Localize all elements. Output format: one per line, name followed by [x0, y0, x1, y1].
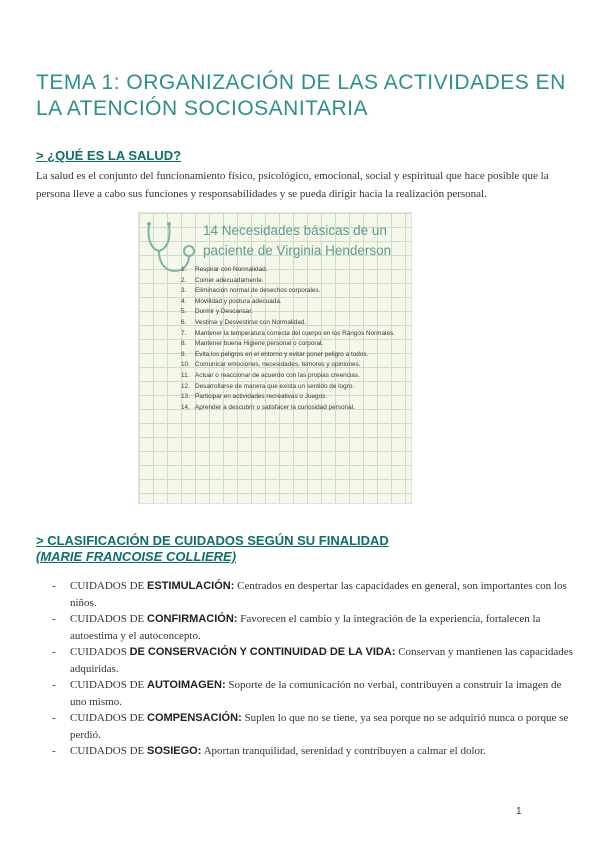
need-item — [181, 371, 406, 382]
cuidados-list — [36, 578, 576, 760]
need-number: 4. — [181, 297, 187, 305]
cuidado-prefix: CUIDADOS — [70, 646, 130, 658]
cuidado-prefix: CUIDADOS DE — [70, 613, 147, 625]
need-text: Respirar con Normalidad. — [195, 266, 268, 273]
page-number: 1 — [516, 806, 522, 817]
need-number: 13. — [181, 393, 190, 401]
bullet-dash: - — [52, 745, 56, 757]
need-text: Movilidad y postura adecuada. — [195, 297, 282, 305]
need-number: 8. — [181, 340, 187, 348]
henderson-needs-figure — [138, 212, 412, 504]
page-title: TEMA 1: ORGANIZACIÓN DE LAS ACTIVIDADES EN LA ATENCIÓN SOCIOSANITARIA — [36, 71, 566, 120]
cuidado-prefix: CUIDADOS DE — [70, 679, 147, 691]
cuidado-item — [36, 644, 576, 677]
need-number: 12. — [181, 382, 190, 390]
cuidado-term: COMPENSACIÓN — [147, 712, 239, 724]
cuidado-prefix: CUIDADOS DE — [70, 580, 147, 592]
cuidado-sep: : — [238, 712, 242, 724]
cuidado-item — [36, 578, 576, 611]
cuidado-desc: Aportan tranquilidad, serenidad y contribuyen a calmar el dolor. — [201, 745, 486, 757]
need-text: Comunicar emociones, necesidades, temores y opiniones. — [195, 361, 361, 369]
need-text: Dormir y Descansar. — [195, 308, 253, 316]
need-text: Participar en actividades recreativas o Juegos. — [195, 393, 328, 401]
cuidado-desc: Favorecen el cambio y la integración de la experiencia, fortalecen la autoestima y el autoconcepto. — [70, 613, 541, 642]
need-item — [181, 307, 406, 318]
need-number: 10. — [181, 361, 190, 369]
cuidado-item — [36, 710, 576, 743]
need-text: Comer adecuadamente. — [195, 276, 264, 284]
need-item — [181, 392, 406, 403]
need-item — [181, 382, 406, 393]
cuidado-term: CONFIRMACIÓN — [147, 613, 234, 625]
cuidado-sep: : — [197, 745, 202, 757]
section-subheading-colliere: (MARIE FRANCOISE COLLIERE) — [36, 549, 237, 564]
need-item — [181, 286, 406, 297]
salud-paragraph: La salud es el conjunto del funcionamiento físico, psicológico, emocional, social y espiritual que hace posible que la persona lleve a cabo sus funciones y responsabilidades y se pueda dirigir hacia la realización personal. — [36, 170, 549, 200]
need-text: Actuar o reaccionar de acuerdo con las propias creencias. — [195, 371, 360, 379]
need-item — [181, 265, 406, 276]
need-text: Evita los peligros en el entorno y evitar poner peligro a todos. — [195, 350, 369, 358]
need-number: 14. — [181, 403, 190, 411]
need-item — [181, 403, 406, 414]
cuidado-sep: : — [221, 679, 226, 691]
cuidado-desc: Soporte de la comunicación no verbal, contribuyen a construir la imagen de uno mismo. — [70, 679, 562, 708]
cuidado-prefix: CUIDADOS DE — [70, 712, 147, 724]
cuidado-desc: Suplen lo que no se tiene, ya sea porque no se adquirió nunca o porque se perdió. — [70, 712, 569, 741]
bullet-dash: - — [52, 580, 56, 592]
cuidado-sep: : — [230, 580, 235, 592]
section-heading-clasificacion: > CLASIFICACIÓN DE CUIDADOS SEGÚN SU FINALIDAD — [36, 533, 389, 548]
need-number: 5. — [181, 308, 187, 316]
bullet-dash: - — [52, 613, 56, 625]
need-item — [181, 360, 406, 371]
cuidado-sep: : — [233, 613, 238, 625]
need-text: Vestirse y Desvestirse con Normalidad. — [195, 318, 307, 326]
cuidado-sep: : — [391, 646, 396, 658]
bullet-dash: - — [52, 679, 56, 691]
figure-title: 14 Necesidades básicas de un paciente de Virginia Henderson — [203, 223, 392, 258]
section-heading-salud: > ¿QUÉ ES LA SALUD? — [36, 148, 182, 163]
need-text: Mantener buena Higiene personal o corporal. — [195, 340, 324, 348]
cuidado-item — [36, 677, 576, 710]
need-number: 2. — [181, 276, 187, 284]
needs-list — [181, 265, 406, 413]
need-number: 6. — [181, 318, 187, 326]
bullet-dash: - — [52, 712, 56, 724]
cuidado-desc: Centrados en despertar las capacidades en general, son importantes con los niños. — [70, 580, 567, 609]
need-item — [181, 339, 406, 350]
cuidado-term: ESTIMULACIÓN — [147, 580, 231, 592]
cuidado-item — [36, 743, 576, 760]
cuidado-prefix: CUIDADOS DE — [70, 745, 147, 757]
need-text: Desarrollarse de manera que exista un sentido de logro. — [195, 382, 355, 390]
cuidado-term: AUTOIMAGEN — [147, 679, 222, 691]
cuidado-item — [36, 611, 576, 644]
need-text: Mantener la temperatura correcta del cuerpo en los Rangos Normales. — [195, 329, 395, 337]
need-item — [181, 276, 406, 287]
need-text: Eliminación normal de desechos corporales. — [195, 287, 321, 295]
cuidado-term: DE CONSERVACIÓN Y CONTINUIDAD DE LA VIDA — [129, 646, 392, 658]
cuidado-term: SOSIEGO — [147, 745, 198, 757]
need-item — [181, 329, 406, 340]
bullet-dash: - — [52, 646, 56, 658]
need-item — [181, 350, 406, 361]
need-text: Aprender a descubrir o satisfacer la curiosidad personal. — [195, 403, 355, 411]
cuidado-desc: Conservan y mantienen las capacidades adquiridas. — [70, 646, 573, 675]
need-number: 3. — [181, 287, 187, 295]
need-number: 11. — [181, 371, 190, 379]
need-number: 9. — [181, 350, 187, 358]
need-item — [181, 318, 406, 329]
need-number: 7. — [181, 329, 187, 337]
need-number: 1. — [181, 266, 187, 273]
need-item — [181, 297, 406, 308]
